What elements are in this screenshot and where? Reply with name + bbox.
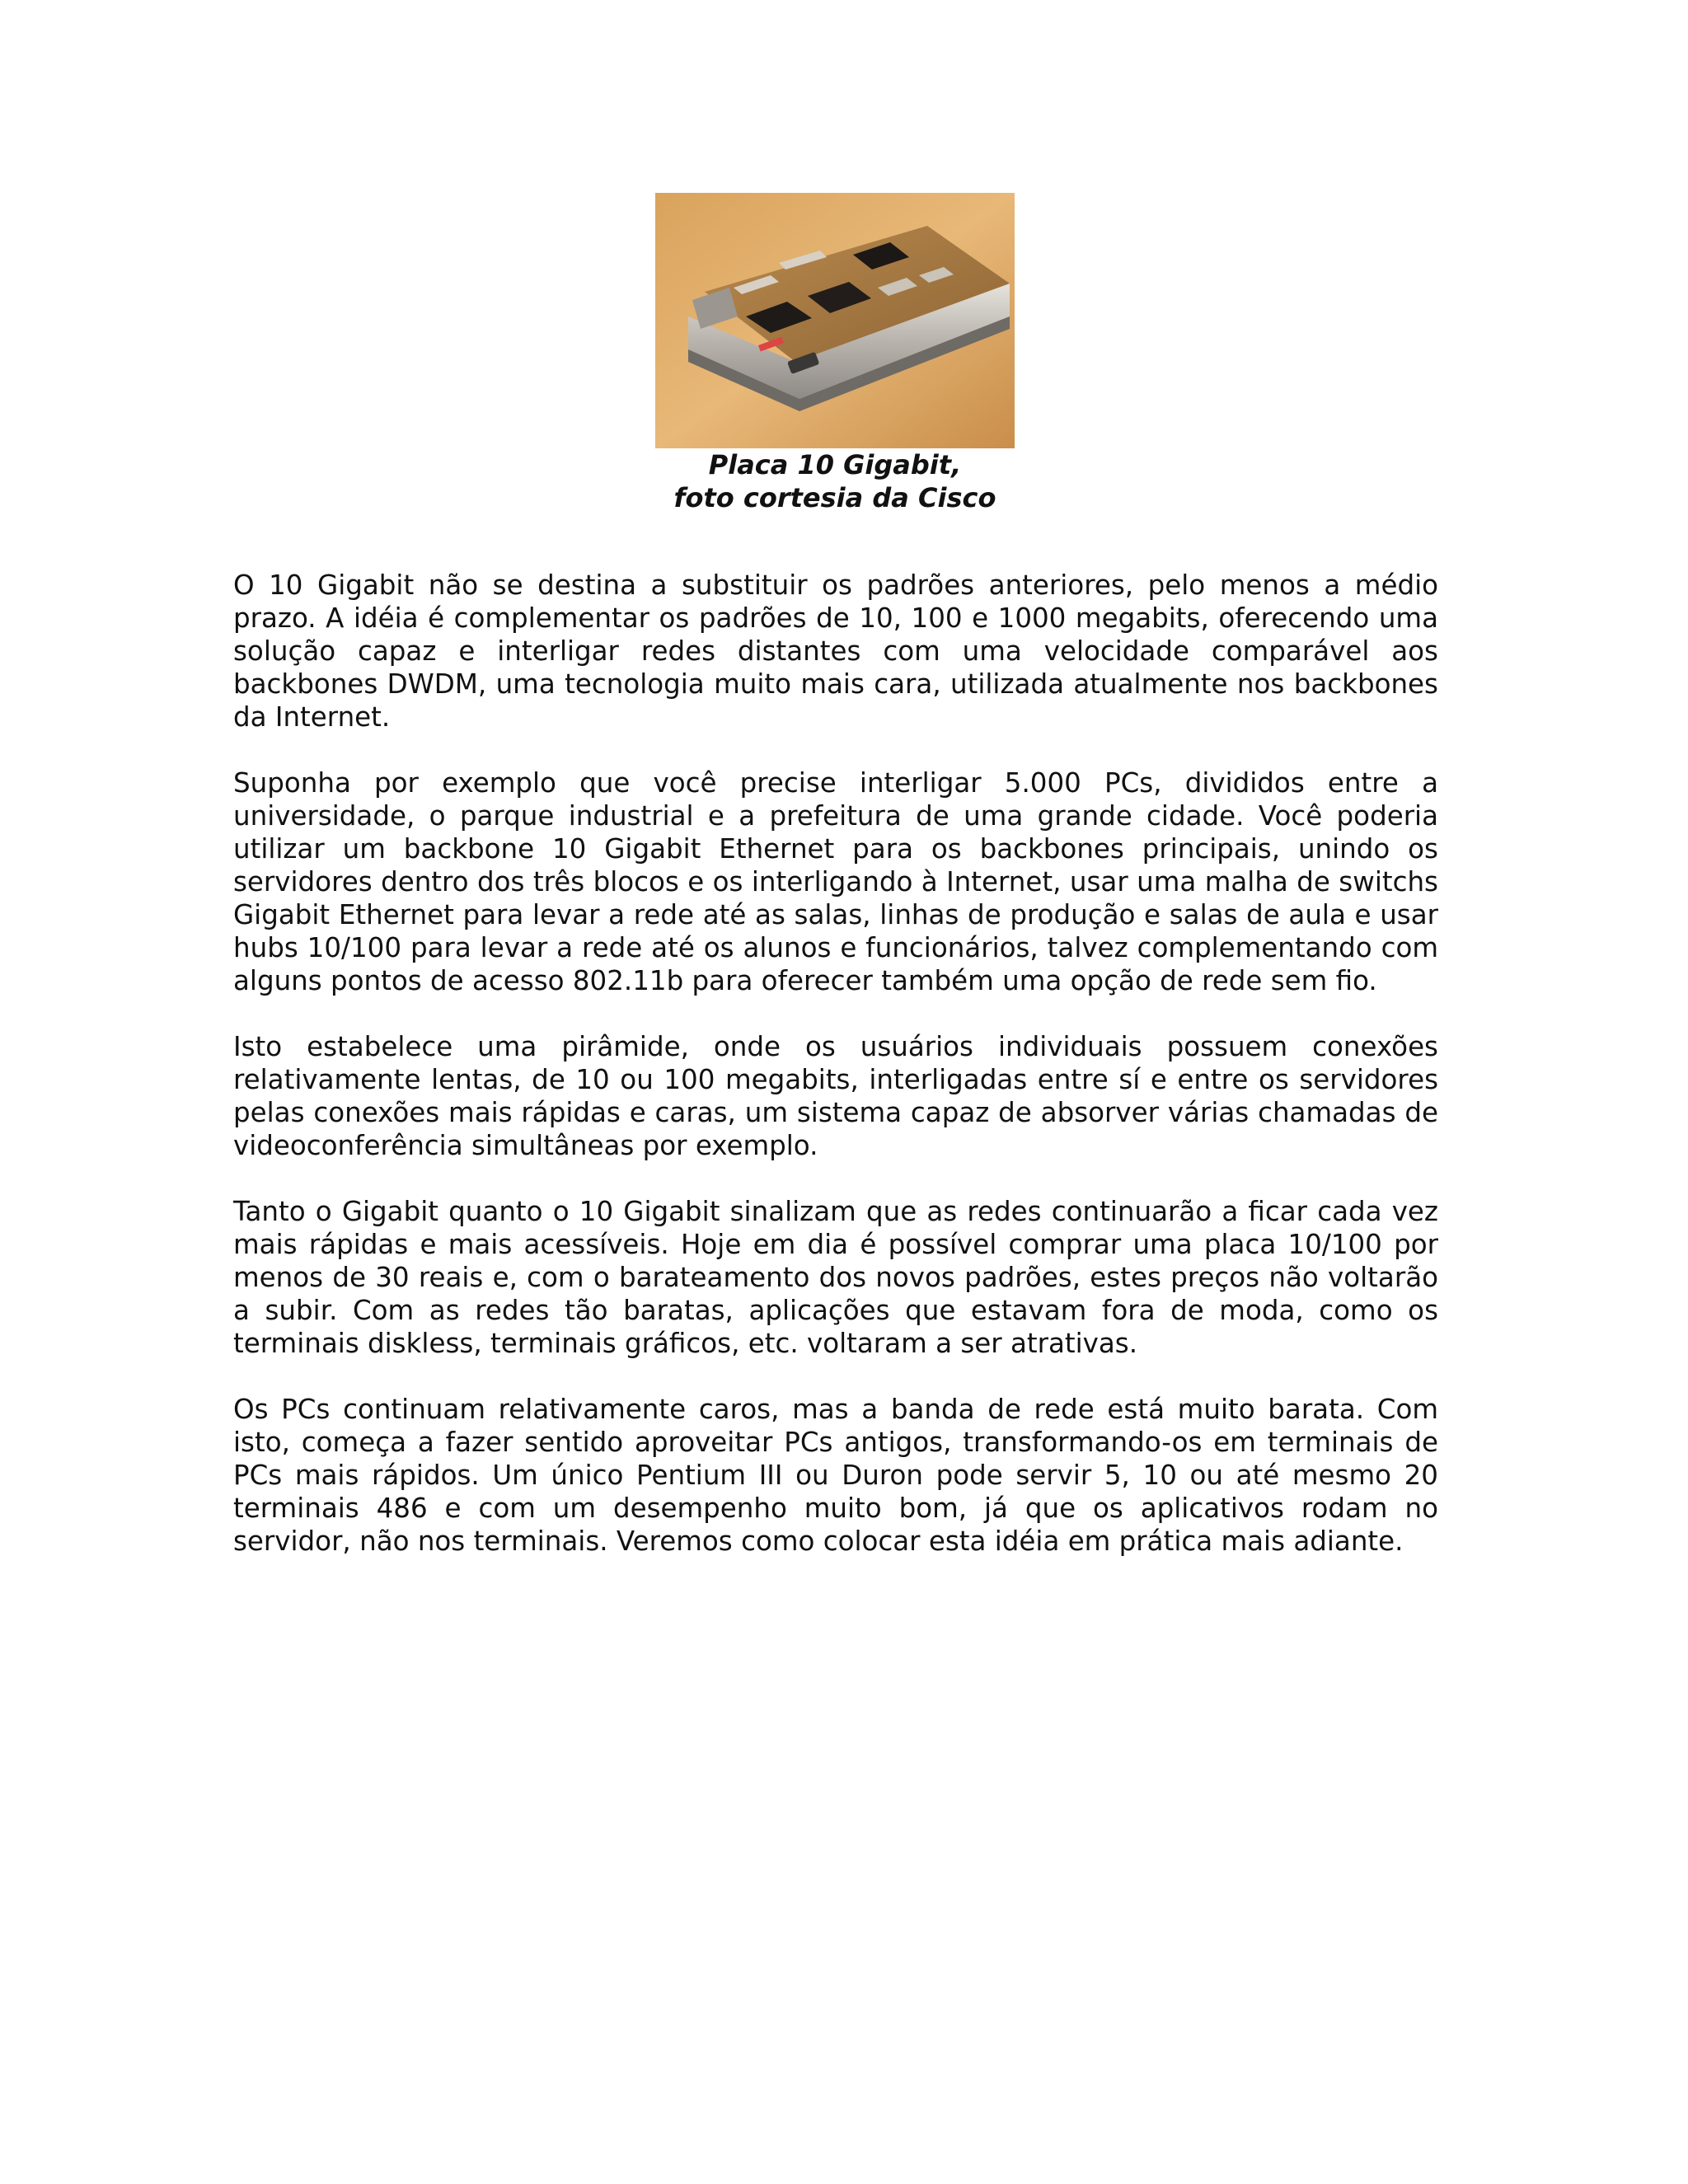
figure-caption — [528, 448, 1142, 514]
paragraph-1: O 10 Gigabit não se destina a substituir os padrões anteriores, pelo menos a médio prazo. A idéia é complementar os padrões de 10, 100 e 1000 megabits, oferecendo uma solução capaz e interligar redes distantes com uma velocidade comparável aos backbones DWDM, uma tecnologia muito mais cara, utilizada atualmente nos backbones da Internet. — [233, 569, 1438, 733]
paragraph-3: Isto estabelece uma pirâmide, onde os usuários individuais possuem conexões relativamente lentas, de 10 ou 100 megabits, interligadas entre sí e entre os servidores pelas conexões mais rápidas e caras, um sistema capaz de absorver várias chamadas de videoconferência simultâneas por exemplo. — [233, 1031, 1438, 1161]
caption-line-2: foto cortesia da Cisco — [673, 482, 996, 513]
paragraph-2: Suponha por exemplo que você precise interligar 5.000 PCs, divididos entre a universidade, o parque industrial e a prefeitura de uma grande cidade. Você poderia utilizar um backbone 10 Gigabit Ethernet para os backbones principais, unindo os servidores dentro dos três blocos e os interligando à Internet, usar uma malha de switchs Gigabit Ethernet para levar a rede até as salas, linhas de produção e salas de aula e usar hubs 10/100 para levar a rede até os alunos e funcionários, talvez complementando com alguns pontos de acesso 802.11b para oferecer também uma opção de rede sem fio. — [233, 767, 1438, 996]
paragraph-4: Tanto o Gigabit quanto o 10 Gigabit sinalizam que as redes continuarão a ficar cada vez mais rápidas e mais acessíveis. Hoje em dia é possível comprar uma placa 10/100 por menos de 30 reais e, com o barateamento dos novos padrões, estes preços não voltarão a subir. Com as redes tão baratas, aplicações que estavam fora de moda, como os terminais diskless, terminais gráficos, etc. voltaram a ser atrativas. — [233, 1196, 1438, 1359]
caption-line-1: Placa 10 Gigabit, — [708, 449, 962, 480]
body-text — [233, 569, 1438, 1591]
network-card-image — [655, 193, 1015, 448]
paragraph-5: Os PCs continuam relativamente caros, mas a banda de rede está muito barata. Com isto, começa a fazer sentido aproveitar PCs antigos, transformando-os em terminais de PCs mais rápidos. Um único Pentium III ou Duron pode servir 5, 10 ou até mesmo 20 terminais 486 e com um desempenho muito bom, já que os aplicativos rodam no servidor, não nos terminais. Veremos como colocar esta idéia em prática mais adiante. — [233, 1394, 1438, 1557]
network-card-photo — [655, 193, 1015, 448]
